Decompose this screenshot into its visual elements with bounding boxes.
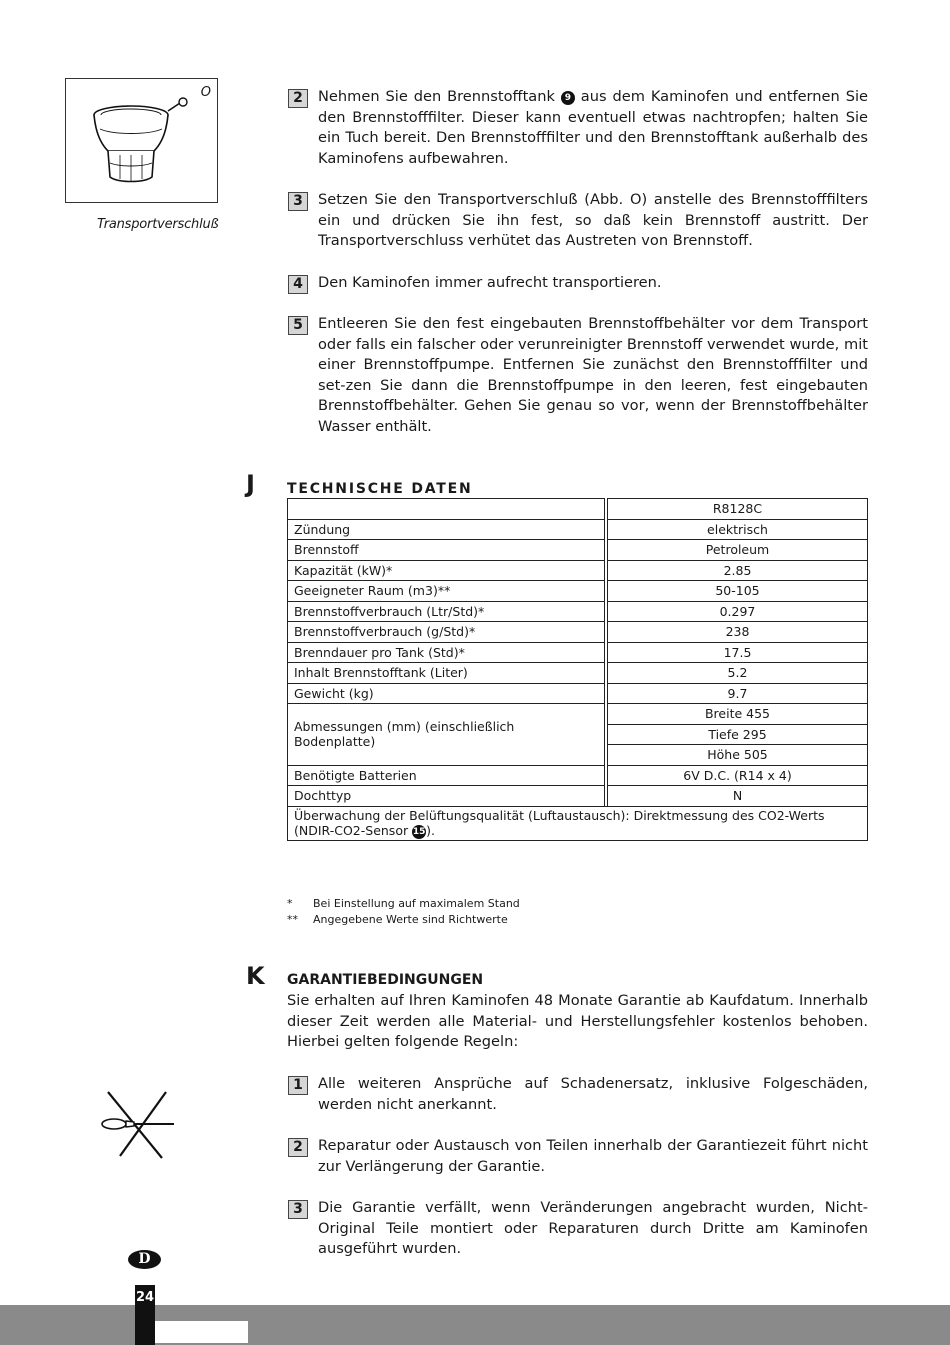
table-row <box>288 806 868 840</box>
figure-transport-cap <box>65 78 218 203</box>
step-item <box>288 1198 868 1260</box>
figure-letter: O <box>200 85 211 100</box>
technical-data-table <box>287 498 868 841</box>
table-row <box>288 540 868 561</box>
step-number: 2 <box>288 1138 308 1157</box>
section-letter-k: K <box>246 962 265 990</box>
table-cell <box>288 499 605 520</box>
row-label: Brennstoffverbrauch (g/Std)* <box>288 622 605 643</box>
row-label: Inhalt Brennstofftank (Liter) <box>288 663 605 684</box>
no-screwdriver-icon <box>100 1088 178 1160</box>
row-value: elektrisch <box>608 519 868 540</box>
row-label: Zündung <box>288 519 605 540</box>
language-badge: D <box>128 1250 161 1269</box>
dimension-height: Höhe 505 <box>608 745 868 766</box>
part-reference-badge: 15 <box>412 826 426 837</box>
step-item <box>288 190 868 252</box>
table-row <box>288 704 868 725</box>
row-label: Benötigte Batterien <box>288 765 605 786</box>
row-value: 2.85 <box>608 560 868 581</box>
step-item <box>288 314 868 438</box>
row-value: N <box>608 786 868 807</box>
row-value: 9.7 <box>608 683 868 704</box>
step-text: Reparatur oder Austausch von Teilen innerhalb der Garantiezeit führt nicht zur Verlängerung der Garantie. <box>318 1137 868 1175</box>
row-value: 5.2 <box>608 663 868 684</box>
footnote: * Bei Einstellung auf maximalem Stand <box>287 897 520 910</box>
ventilation-note: Überwachung der Belüftungsqualität (Luftaustausch): Direktmessung des CO2-Werts (NDIR-CO2-Sensor 15). <box>288 806 868 840</box>
row-label: Brennstoffverbrauch (Ltr/Std)* <box>288 601 605 622</box>
table-row <box>288 683 868 704</box>
row-label: Brenndauer pro Tank (Std)* <box>288 642 605 663</box>
section-letter-j: J <box>246 470 255 498</box>
warranty-intro: Sie erhalten auf Ihren Kaminofen 48 Monate Garantie ab Kaufdatum. Innerhalb dieser Zeit werden alle Material- und Herstellungsfehler kostenlos behoben. Hierbei gelten folgende Regeln: <box>287 992 868 1051</box>
step-number: 3 <box>288 192 308 211</box>
step-item <box>288 1136 868 1177</box>
row-value: 238 <box>608 622 868 643</box>
step-item <box>288 1074 868 1115</box>
row-label: Dochttyp <box>288 786 605 807</box>
dimension-depth: Tiefe 295 <box>608 724 868 745</box>
table-row <box>288 499 868 520</box>
step-text: Den Kaminofen immer aufrecht transportieren. <box>318 274 662 291</box>
transport-cap-illustration <box>84 97 194 187</box>
step-text: Alle weiteren Ansprüche auf Schadenersatz, inklusive Folgeschäden, werden nicht anerkannt. <box>318 1075 868 1113</box>
footnote: ** Angegebene Werte sind Richtwerte <box>287 913 508 926</box>
step-item <box>288 87 868 169</box>
row-label: Brennstoff <box>288 540 605 561</box>
table-row <box>288 642 868 663</box>
model-cell: R8128C <box>608 499 868 520</box>
row-value: 0.297 <box>608 601 868 622</box>
step-number: 3 <box>288 1200 308 1219</box>
step-number: 4 <box>288 275 308 294</box>
step-number: 1 <box>288 1076 308 1095</box>
step-text: Die Garantie verfällt, wenn Veränderungen angebracht wurden, Nicht-Original Teile montiert oder Reparaturen durch Dritte am Kaminofen ausgeführt wurden. <box>318 1199 868 1258</box>
dimensions-label: Abmessungen (mm) (einschließlich Bodenplatte) <box>288 704 605 766</box>
part-reference-badge: 9 <box>561 91 575 105</box>
table-row <box>288 560 868 581</box>
step-number: 5 <box>288 316 308 335</box>
row-value: Petroleum <box>608 540 868 561</box>
step-item <box>288 273 868 294</box>
row-value: 17.5 <box>608 642 868 663</box>
section-title-warranty: GARANTIEBEDINGUNGEN <box>287 972 484 988</box>
row-value: 50-105 <box>608 581 868 602</box>
table-row <box>288 581 868 602</box>
section-title-technical-data: TECHNISCHE DATEN <box>287 481 473 497</box>
row-label: Kapazität (kW)* <box>288 560 605 581</box>
footer-white-bar <box>155 1321 248 1343</box>
table-row <box>288 786 868 807</box>
step-text: Entleeren Sie den fest eingebauten Brennstoffbehälter vor dem Transport oder falls ein falscher oder verunreinigter Brennstoff verwendet wurde, mit einer Brennstoffpumpe. Entfernen Sie zunächst den Brennstofffilter und set-zen Sie dann die Brennstoffpumpe in den leeren, fest eingebauten Brennstoffbehälter. Gehen Sie genau so vor, wenn der Brennstoffbehälter Wasser enthält. <box>318 315 868 435</box>
table-row <box>288 663 868 684</box>
step-text: Nehmen Sie den Brennstofftank 9 aus dem Kaminofen und entfernen Sie den Brennstofffilter. Dieser kann eventuell etwas nachtropfen; halten Sie ein Tuch bereit. Den Brennstofffilter und den Brennstofftank außerhalb des Kaminofens aufbewahren. <box>318 88 868 167</box>
figure-caption: Transportverschluß <box>97 217 219 232</box>
table-row <box>288 601 868 622</box>
step-text: Setzen Sie den Transportverschluß (Abb. O) anstelle des Brennstofffilters ein und drücken Sie ihn fest, so daß kein Brennstoff austritt. Der Transportverschluss verhütet das Austreten von Brennstoff. <box>318 191 868 250</box>
dimension-width: Breite 455 <box>608 704 868 725</box>
table-row <box>288 622 868 643</box>
table-row <box>288 519 868 540</box>
row-label: Gewicht (kg) <box>288 683 605 704</box>
table-row <box>288 765 868 786</box>
page-number: 24 <box>135 1290 155 1305</box>
row-label: Geeigneter Raum (m3)** <box>288 581 605 602</box>
row-value: 6V D.C. (R14 x 4) <box>608 765 868 786</box>
step-number: 2 <box>288 89 308 108</box>
